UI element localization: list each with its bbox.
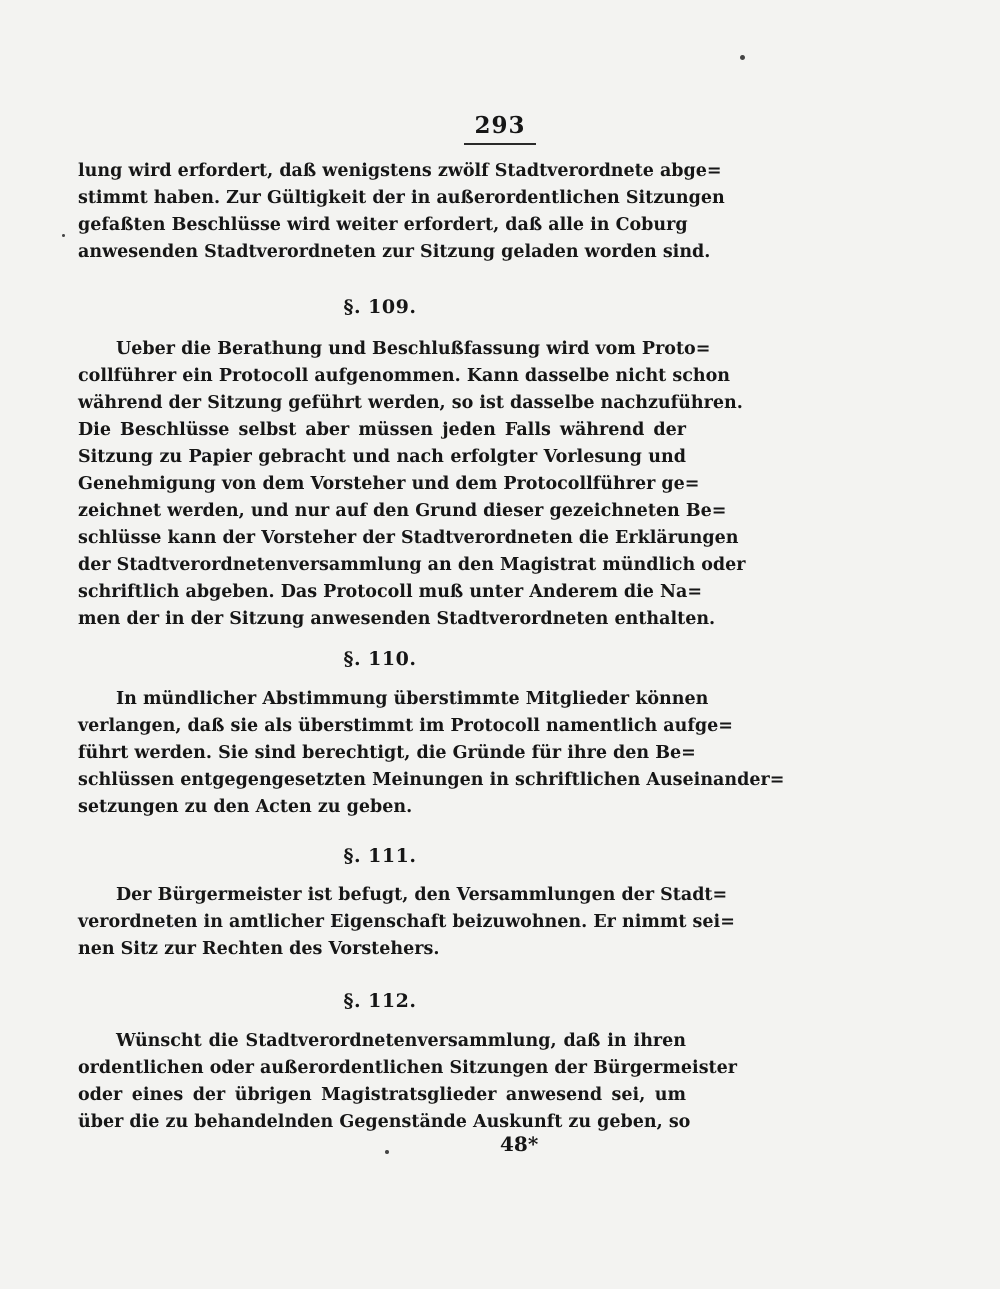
text-line: Der Bürgermeister ist befugt, den Versammlungen der Stadt=: [116, 885, 728, 905]
page-number: 293: [464, 112, 535, 145]
section-109-body: [78, 336, 746, 633]
section-heading-110: §. 110.: [343, 648, 417, 670]
section-112-body: [78, 1028, 737, 1136]
text-line: oder eines der übrigen Magistratsglieder anwesend sei, um: [78, 1085, 686, 1105]
text-line: ordentlichen oder außerordentlichen Sitzungen der Bürgermeister: [78, 1058, 737, 1078]
section-heading-109: §. 109.: [343, 296, 417, 318]
printer-signature-mark: 48*: [500, 1132, 539, 1156]
paper-speck: [740, 55, 745, 60]
text-line: collführer ein Protocoll aufgenommen. Kann dasselbe nicht schon: [78, 366, 730, 386]
section-110-body: [78, 686, 785, 821]
section-111-body: [78, 882, 735, 963]
text-line: lung wird erfordert, daß wenigstens zwölf Stadtverordnete abge=: [78, 161, 722, 181]
text-line: Die Beschlüsse selbst aber müssen jeden Falls während der: [78, 420, 686, 440]
text-line: gefaßten Beschlüsse wird weiter erfordert, daß alle in Coburg: [78, 215, 688, 235]
text-line: zeichnet werden, und nur auf den Grund dieser gezeichneten Be=: [78, 501, 727, 521]
text-line: führt werden. Sie sind berechtigt, die Gründe für ihre den Be=: [78, 743, 696, 763]
text-line: schlüssen entgegengesetzten Meinungen in schriftlichen Auseinander=: [78, 770, 785, 790]
text-line: Sitzung zu Papier gebracht und nach erfolgter Vorlesung und: [78, 447, 686, 467]
running-head: [0, 112, 1000, 145]
text-line: men der in der Sitzung anwesenden Stadtverordneten enthalten.: [78, 609, 716, 629]
text-line: Ueber die Berathung und Beschlußfassung wird vom Proto=: [116, 339, 711, 359]
text-line: verordneten in amtlicher Eigenschaft beizuwohnen. Er nimmt sei=: [78, 912, 735, 932]
text-line: anwesenden Stadtverordneten zur Sitzung geladen worden sind.: [78, 242, 711, 262]
text-line: Genehmigung von dem Vorsteher und dem Protocollführer ge=: [78, 474, 700, 494]
text-line: der Stadtverordnetenversammlung an den Magistrat mündlich oder: [78, 555, 746, 575]
text-line: verlangen, daß sie als überstimmt im Protocoll namentlich aufge=: [78, 716, 733, 736]
text-line: stimmt haben. Zur Gültigkeit der in außerordentlichen Sitzungen: [78, 188, 725, 208]
section-heading-112: §. 112.: [343, 990, 417, 1012]
text-line: über die zu behandelnden Gegenstände Auskunft zu geben, so: [78, 1112, 691, 1132]
paper-speck: [385, 1150, 389, 1154]
paragraph-continuation: [78, 158, 725, 266]
text-line: schlüsse kann der Vorsteher der Stadtverordneten die Erklärungen: [78, 528, 739, 548]
text-line: schriftlich abgeben. Das Protocoll muß unter Anderem die Na=: [78, 582, 703, 602]
section-heading-111: §. 111.: [343, 845, 417, 867]
paper-speck: [62, 234, 65, 237]
text-line: In mündlicher Abstimmung überstimmte Mitglieder können: [116, 689, 709, 709]
text-line: während der Sitzung geführt werden, so ist dasselbe nachzuführen.: [78, 393, 743, 413]
text-line: Wünscht die Stadtverordnetenversammlung, daß in ihren: [116, 1031, 686, 1051]
text-line: nen Sitz zur Rechten des Vorstehers.: [78, 939, 440, 959]
text-line: setzungen zu den Acten zu geben.: [78, 797, 413, 817]
